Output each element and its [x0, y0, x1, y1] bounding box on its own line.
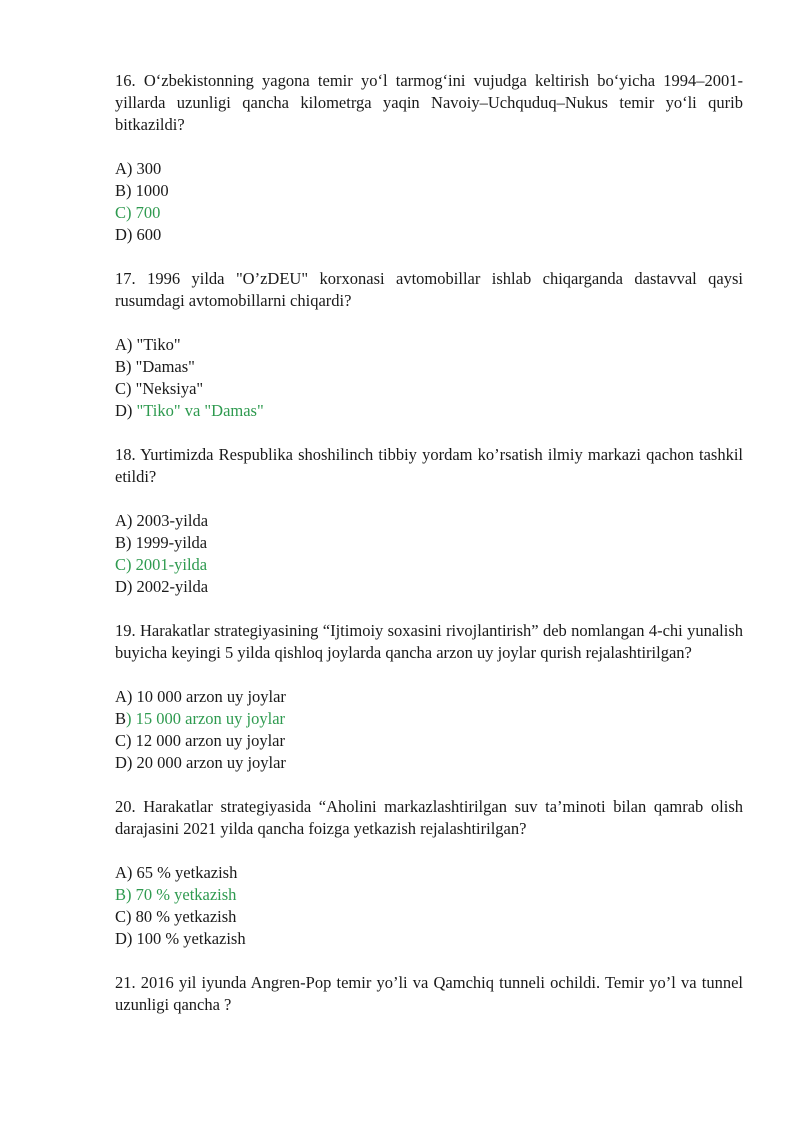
question-19: [115, 620, 743, 774]
option-text: "Tiko": [136, 335, 181, 354]
option-c: [115, 730, 743, 752]
option-prefix: B): [115, 533, 136, 552]
option-b-correct: [115, 708, 743, 730]
option-prefix: B): [115, 181, 136, 200]
question-text: 20. Harakatlar strategiyasida “Aholini markazlashtirilgan suv ta’minoti bilan qamrab olish darajasini 2021 yilda qancha foizga yetkazish rejalashtirilgan?: [115, 797, 743, 838]
option-text: 300: [136, 159, 162, 178]
option-text: 80 % yetkazish: [135, 907, 237, 926]
option-text: 70 % yetkazish: [135, 885, 237, 904]
option-a: [115, 334, 743, 356]
option-prefix: C): [115, 203, 136, 222]
question-17: [115, 268, 743, 422]
option-prefix: A): [115, 511, 137, 530]
document-page: [115, 70, 743, 1038]
option-text: 10 000 arzon uy joylar: [136, 687, 286, 706]
option-text: 700: [135, 203, 161, 222]
option-prefix: C): [115, 731, 136, 750]
option-prefix: C): [115, 379, 136, 398]
question-text: 21. 2016 yil iyunda Angren-Pop temir yo’li va Qamchiq tunneli ochildi. Temir yo’l va tunnel uzunligi qancha ?: [115, 973, 743, 1014]
option-a: [115, 686, 743, 708]
option-text: "Tiko" va "Damas": [136, 401, 264, 420]
question-16: [115, 70, 743, 246]
option-prefix: D): [115, 225, 137, 244]
option-a: [115, 510, 743, 532]
option-b: [115, 356, 743, 378]
question-text: 17. 1996 yilda "O’zDEU" korxonasi avtomobillar ishlab chiqarganda dastavval qaysi rusumdagi avtomobillarni chiqardi?: [115, 269, 743, 310]
option-prefix: A): [115, 159, 137, 178]
option-text: 65 % yetkazish: [136, 863, 238, 882]
option-text: 20 000 arzon uy joylar: [136, 753, 286, 772]
option-text: 1000: [135, 181, 169, 200]
question-text: 16. O‘zbekistonning yagona temir yo‘l tarmog‘ini vujudga keltirish bo‘yicha 1994–2001-yillarda uzunligi qancha kilometrga yaqin Navoiy–Uchquduq–Nukus temir yo‘li qurib bitkazildi?: [115, 71, 743, 134]
option-b: [115, 532, 743, 554]
option-prefix: A): [115, 863, 137, 882]
question-text: 19. Harakatlar strategiyasining “Ijtimoiy soxasini rivojlantirish” deb nomlangan 4-chi yunalish buyicha keyingi 5 yilda qishloq joylarda qancha arzon uy joylar qurish rejalashtirilgan?: [115, 621, 743, 662]
option-c: [115, 378, 743, 400]
option-text: 100 % yetkazish: [136, 929, 246, 948]
option-prefix: D): [115, 577, 137, 596]
option-prefix: B): [115, 357, 136, 376]
question-18: [115, 444, 743, 598]
option-text: "Neksiya": [135, 379, 204, 398]
option-text: 12 000 arzon uy joylar: [135, 731, 286, 750]
option-d: [115, 576, 743, 598]
option-text: "Damas": [135, 357, 195, 376]
option-text: ) 15 000 arzon uy joylar: [126, 709, 286, 728]
option-prefix: D): [115, 929, 137, 948]
option-b: [115, 180, 743, 202]
option-prefix: D): [115, 401, 137, 420]
option-prefix: B): [115, 885, 136, 904]
option-c-correct: [115, 202, 743, 224]
option-text: 2002-yilda: [136, 577, 209, 596]
question-text: 18. Yurtimizda Respublika shoshilinch tibbiy yordam ko’rsatish ilmiy markazi qachon tashkil etildi?: [115, 445, 743, 486]
option-c: [115, 906, 743, 928]
option-text: 600: [136, 225, 162, 244]
option-text: 2001-yilda: [135, 555, 208, 574]
option-prefix: A): [115, 687, 137, 706]
option-prefix: B: [115, 709, 127, 728]
option-d: [115, 928, 743, 950]
option-text: 2003-yilda: [136, 511, 209, 530]
option-d: [115, 224, 743, 246]
option-d-correct: [115, 400, 743, 422]
option-c-correct: [115, 554, 743, 576]
option-text: 1999-yilda: [135, 533, 208, 552]
option-prefix: D): [115, 753, 137, 772]
question-21: [115, 972, 743, 1016]
question-20: [115, 796, 743, 950]
option-d: [115, 752, 743, 774]
option-b-correct: [115, 884, 743, 906]
option-prefix: C): [115, 555, 136, 574]
option-prefix: A): [115, 335, 137, 354]
option-a: [115, 158, 743, 180]
option-prefix: C): [115, 907, 136, 926]
option-a: [115, 862, 743, 884]
